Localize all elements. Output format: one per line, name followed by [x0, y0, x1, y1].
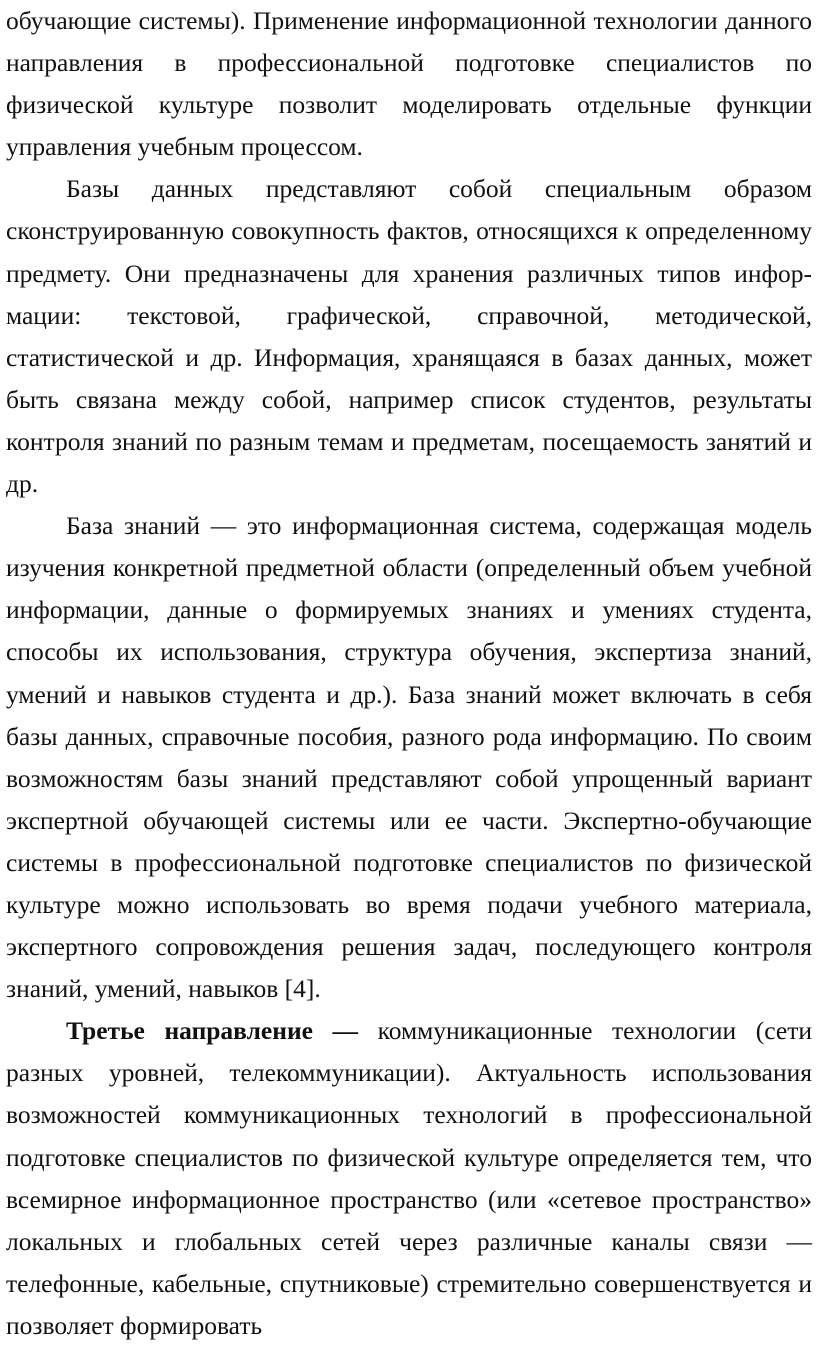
paragraph-third-direction: [6, 1010, 812, 1347]
third-direction-heading: Третье направление —: [66, 1016, 359, 1046]
document-body: [6, 0, 812, 1347]
third-direction-text: коммуникационные технологии (сети разных уровней, телекоммуникации). Актуальность использования возможностей коммуникационных технологий в профессиональной подготовке специалистов по физической культуре определяется тем, что всемирное информационное пространство (или «сетевое пространство» локальных и глобальных сетей через различные каналы связи — телефонные, кабельные, спутниковые) стремительно совершенствуется и позволяет формировать: [6, 1016, 812, 1340]
paragraph-knowledge-base: База знаний — это информационная система, содержащая модель изучения конкретной предметной области (определенный объем учебной информации, данные о формируемых знаниях и умениях студента, способы их использования, структура обучения, экспертиза знаний, умений и навыков студента и др.). База знаний может включать в себя базы данных, справочные пособия, разного рода информацию. По своим возможностям базы знаний представляют собой упрощенный вариант экспертной обучающей системы или ее части. Экспертно-обучающие системы в профессиональной подготовке специалистов по физической культуре можно использовать во время подачи учебного материала, экспертного сопровождения решения задач, последующего контроля знаний, умений, навыков [4].: [6, 511, 812, 1004]
paragraph-continuation: обучающие системы). Применение информационной технологии данного направления в профессиональной подготовке специалистов по физической культуре позволит моделировать отдельные функции управления учебным процессом.: [6, 6, 812, 162]
paragraph-databases: Базы данных представляют собой специальным образом сконструированную совокупность фактов, относящихся к определенному предмету. Они предназначены для хранения различных типов инфор-мации: текстовой, графической, справочной, методической, статистической и др. Информация, хранящаяся в базах данных, может быть связана между собой, например список студентов, результаты контроля знаний по разным темам и предметам, посещаемость занятий и др.: [6, 174, 812, 499]
